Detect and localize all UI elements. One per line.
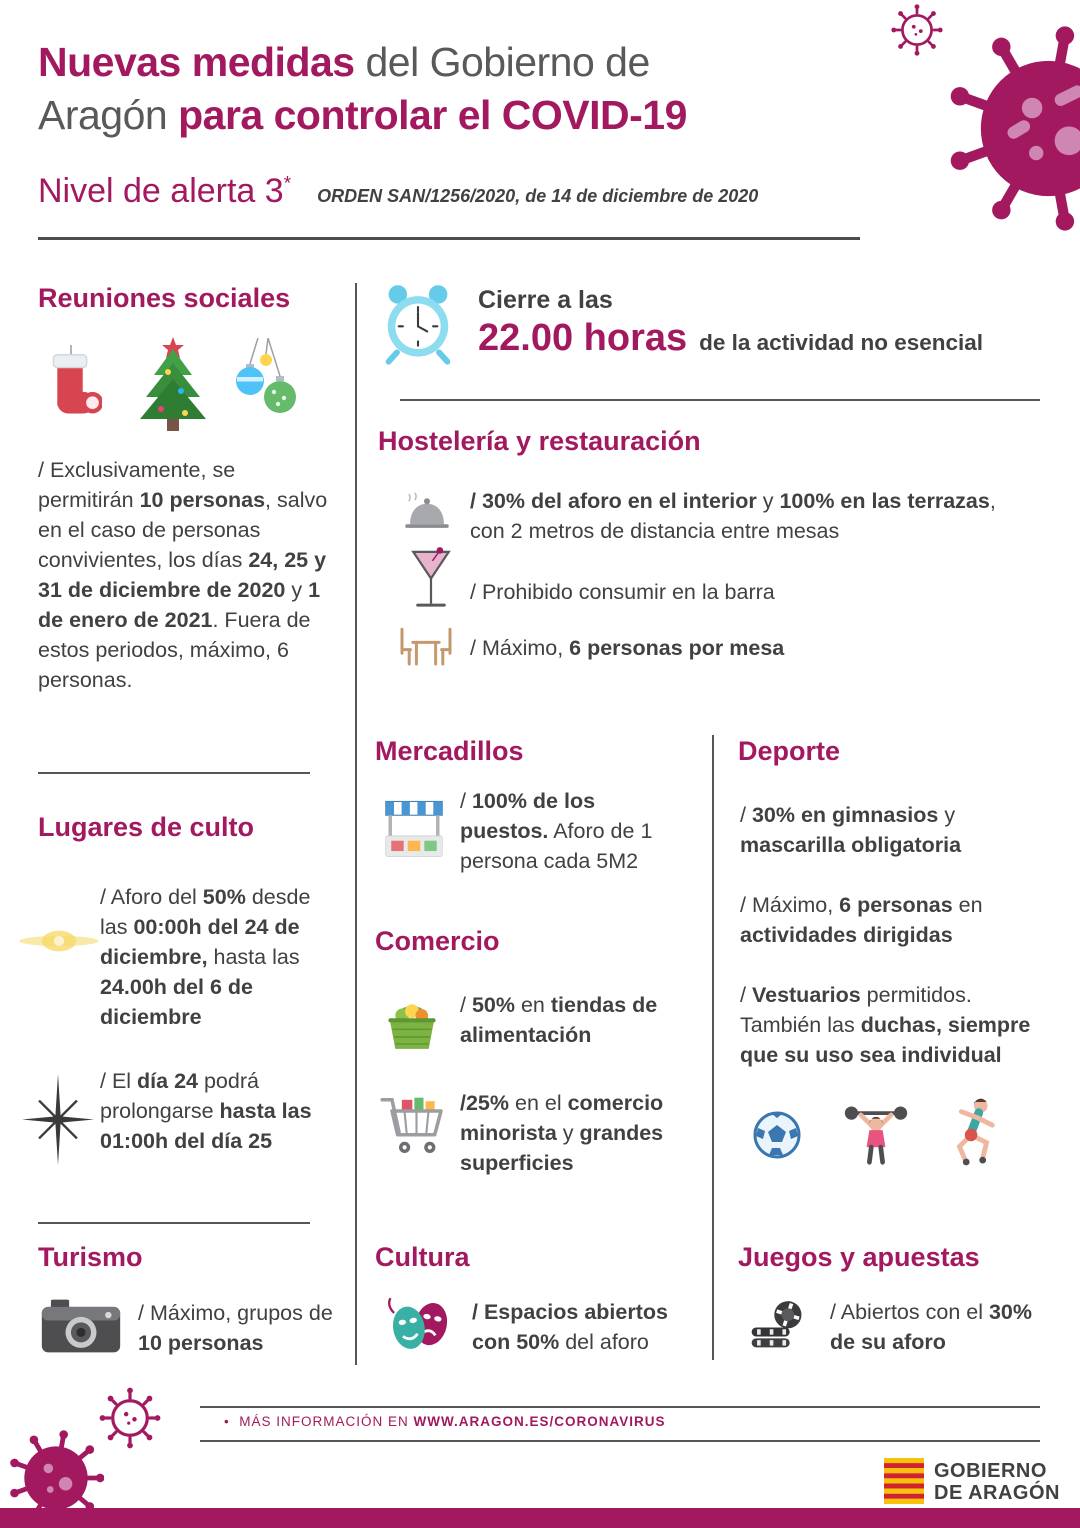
christmas-tree-icon xyxy=(128,335,218,435)
coronavirus-outline-icon xyxy=(890,3,944,57)
coronavirus-outline-icon-bottom xyxy=(98,1386,162,1450)
order-reference: ORDEN SAN/1256/2020, de 14 de diciembre de 2020 xyxy=(317,186,759,206)
deporte-item-2: / Máximo, 6 personas en actividades dirigidas xyxy=(740,893,983,947)
deporte-item-3: / Vestuarios permitidos. También las duchas, siempre que su uso sea individual xyxy=(740,983,1031,1067)
closure-intro: Cierre a las xyxy=(478,286,613,314)
main-vertical-divider xyxy=(355,283,357,1365)
alert-level-row xyxy=(38,172,758,211)
section-title-mercadillos: Mercadillos xyxy=(375,736,524,766)
section-title-culto: Lugares de culto xyxy=(38,812,255,842)
table-chairs-icon xyxy=(396,623,456,669)
bottom-accent-bar xyxy=(0,1508,1080,1528)
shopping-cart-icon xyxy=(378,1085,448,1165)
title-rest-2: Aragón xyxy=(38,92,179,138)
title-rest-1: del Gobierno de xyxy=(354,39,650,85)
mercadillos-item-1: / 100% de los puestos. Aforo de 1 persona cada 5M2 xyxy=(460,789,653,873)
camera-icon xyxy=(40,1295,122,1357)
cocktail-icon xyxy=(410,546,452,614)
footer-divider-bottom xyxy=(200,1440,1040,1442)
turismo-item-1: / Máximo, grupos de 10 personas xyxy=(138,1301,333,1355)
culto-item-1: / Aforo del 50% desde las 00:00h del 24 de diciembre, hasta las 24.00h del 6 de diciembre xyxy=(100,885,311,1029)
left-divider-2 xyxy=(38,1222,310,1224)
left-divider-1 xyxy=(38,772,310,774)
poker-chips-icon xyxy=(748,1290,806,1354)
star-sparkle-icon xyxy=(22,1072,94,1167)
culto-item-2: / El día 24 podrá prolongarse hasta las 01:00h del día 25 xyxy=(100,1069,312,1153)
deporte-item-1: / 30% en gimnasios y mascarilla obligatoria xyxy=(740,803,962,857)
alert-level-label: Nivel de alerta 3* xyxy=(38,172,292,210)
page-title xyxy=(38,36,878,142)
alert-asterisk: * xyxy=(283,173,292,195)
footer-info xyxy=(224,1414,666,1429)
closure-notice xyxy=(478,286,983,360)
footer-info-url: WWW.ARAGON.ES/CORONAVIRUS xyxy=(413,1414,666,1429)
hosteleria-item-2: / Prohibido consumir en la barra xyxy=(470,580,775,604)
serving-cloche-icon xyxy=(398,492,456,536)
closure-time: 22.00 horas xyxy=(478,317,688,359)
theater-masks-icon xyxy=(383,1292,457,1358)
closure-line2 xyxy=(478,317,983,360)
hosteleria-item-1: / 30% del aforo en el interior y 100% en las terrazas, con 2 metros de distancia entre mesas xyxy=(470,489,996,543)
government-logo-text xyxy=(934,1460,1060,1504)
weightlifting-icon xyxy=(842,1098,910,1166)
header-divider xyxy=(38,237,860,240)
candle-glow-icon xyxy=(16,916,102,966)
footer-bullet: • xyxy=(224,1414,230,1429)
christmas-stocking-icon xyxy=(40,345,102,433)
cultura-item-1: / Espacios abiertos con 50% del aforo xyxy=(472,1300,668,1354)
footer-info-prefix: MÁS INFORMACIÓN EN xyxy=(239,1414,414,1429)
logo-line-2: DE ARAGÓN xyxy=(934,1482,1060,1504)
running-icon xyxy=(942,1096,1004,1168)
baubles-icon xyxy=(228,338,303,433)
section-title-comercio: Comercio xyxy=(375,926,500,956)
comercio-item-2: /25% en el comercio minorista y grandes superficies xyxy=(460,1091,664,1175)
closure-divider xyxy=(400,399,1040,401)
alarm-clock-icon xyxy=(376,281,460,365)
market-stall-icon xyxy=(383,794,445,864)
juegos-item-1: / Abiertos con el 30% de su aforo xyxy=(830,1300,1032,1354)
grocery-basket-icon xyxy=(380,988,444,1054)
section-title-turismo: Turismo xyxy=(38,1242,143,1272)
section-title-reuniones: Reuniones sociales xyxy=(38,283,291,313)
closure-rest: de la actividad no esencial xyxy=(699,330,984,355)
footer-divider-top xyxy=(200,1406,1040,1408)
hosteleria-item-3: / Máximo, 6 personas por mesa xyxy=(470,636,785,660)
reuniones-body: / Exclusivamente, se permitirán 10 personas, salvo en el caso de personas convivientes, los días 24, 25 y 31 de diciembre de 2020 y 1 de enero de 2021. Fuera de estos periodos, máximo, 6 personas. xyxy=(38,458,328,692)
section-title-deporte: Deporte xyxy=(738,736,841,766)
title-accent-2: para controlar el COVID-19 xyxy=(178,92,687,138)
aragon-flag-logo xyxy=(884,1458,924,1504)
comercio-item-1: / 50% en tiendas de alimentación xyxy=(460,993,658,1047)
section-title-hosteleria: Hostelería y restauración xyxy=(378,426,701,456)
section-title-juegos: Juegos y apuestas xyxy=(738,1242,980,1272)
section-title-cultura: Cultura xyxy=(375,1242,470,1272)
column-vertical-divider xyxy=(712,735,714,1360)
coronavirus-icon xyxy=(946,26,1080,231)
logo-line-1: GOBIERNO xyxy=(934,1460,1047,1482)
soccer-ball-icon xyxy=(752,1110,802,1160)
title-accent-1: Nuevas medidas xyxy=(38,39,355,85)
